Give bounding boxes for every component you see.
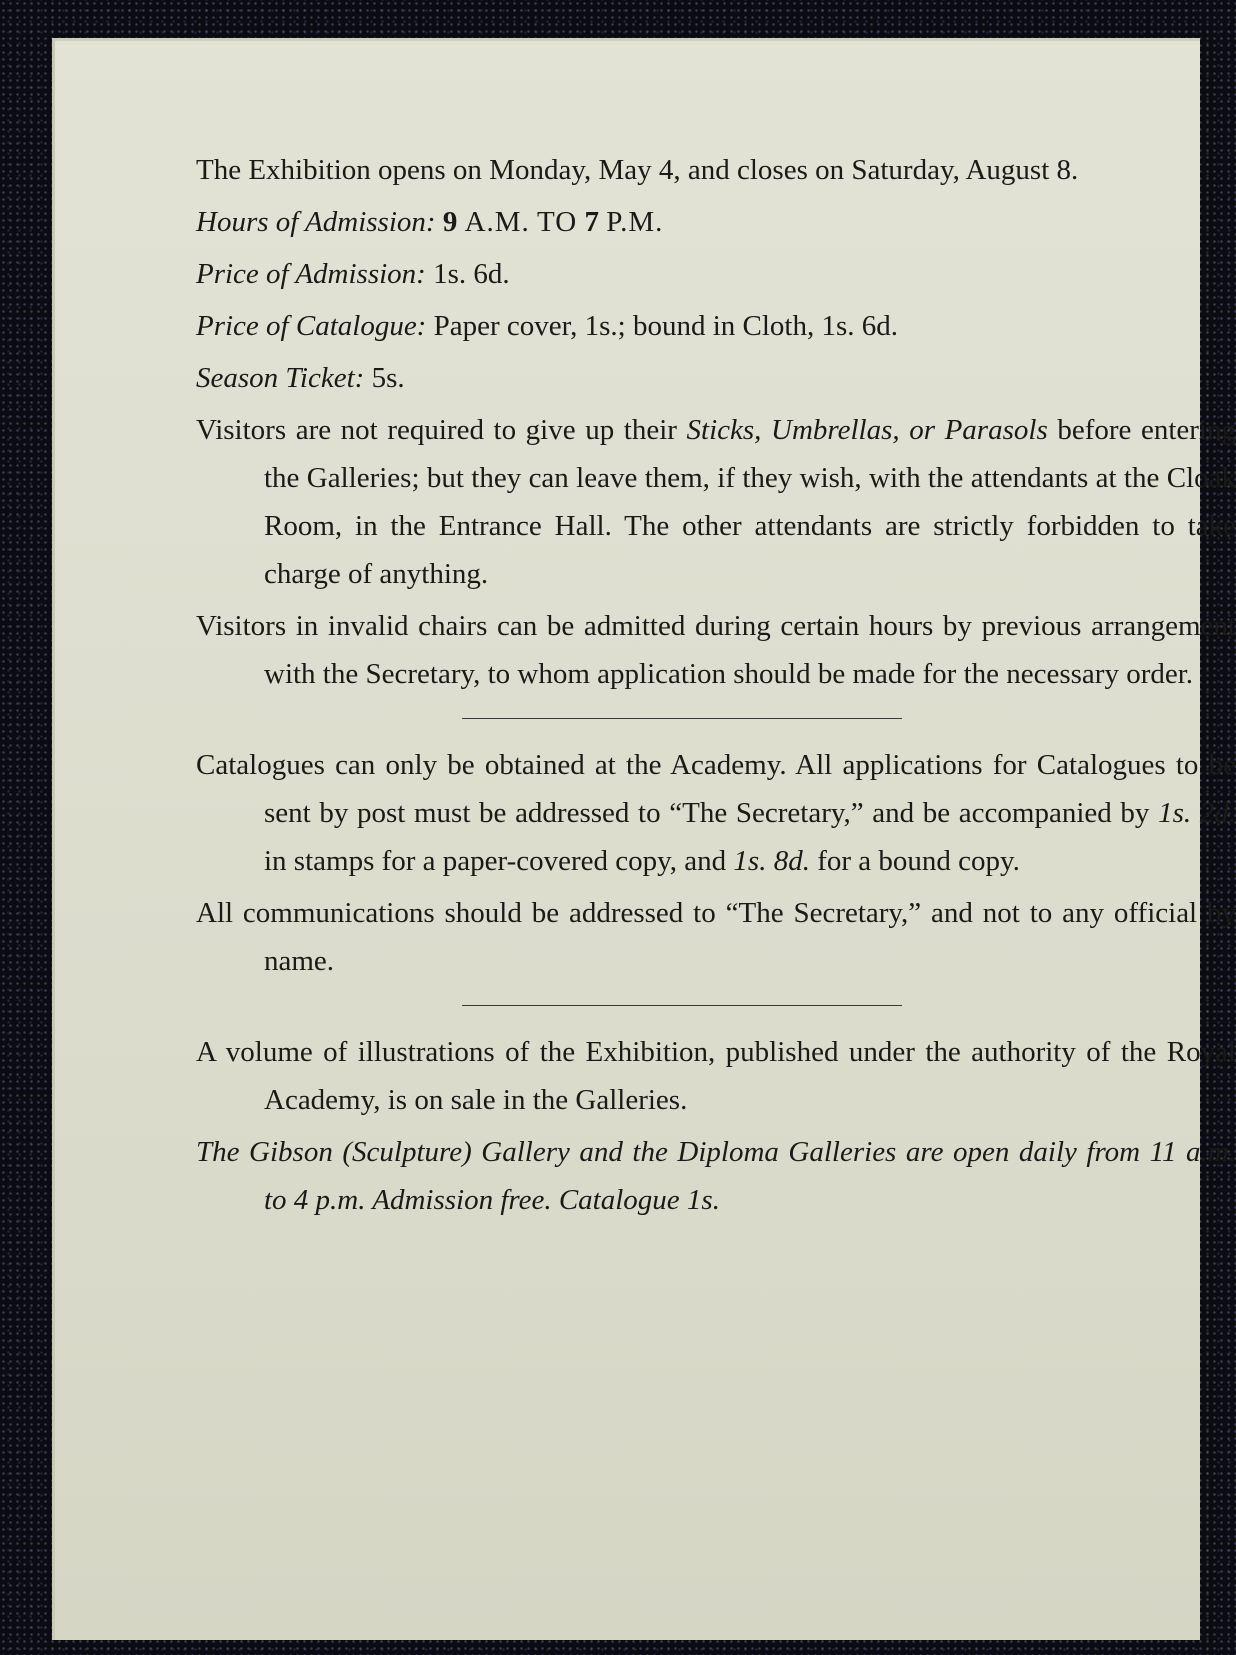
section-divider: [462, 1005, 902, 1006]
illustrations-volume-notice: A volume of illustrations of the Exhibition, published under the authority of the Royal Academy, is on sale in the Galleries.: [196, 1036, 1236, 1116]
catalogues-postal-price-bound: 1s. 8d.: [733, 845, 810, 877]
document-page: [52, 38, 1236, 1640]
season-ticket-label: Season Ticket:: [196, 362, 365, 394]
price-catalogue-label: Price of Catalogue:: [196, 310, 427, 342]
sticks-notice-text1: Visitors are not required to give up their: [196, 414, 677, 446]
catalogues-text3: for a bound copy.: [817, 845, 1020, 877]
price-of-catalogue: [196, 302, 1236, 350]
catalogues-text2: in stamps for a paper-covered copy, and: [264, 845, 727, 877]
price-of-admission: [196, 250, 1236, 298]
sticks-notice-text2: before entering the Galleries; but they can leave them, if they wish, with the attendants at the Cloak Room, in the Entrance Hall. The other attendants are strictly forbidden to take charge of anything.: [264, 414, 1236, 590]
sticks-umbrellas-notice: [196, 406, 1236, 598]
season-ticket: [196, 354, 1236, 402]
exhibition-dates: [196, 146, 1236, 194]
sticks-umbrellas-parasols: Sticks, Umbrellas, or Parasols: [686, 414, 1048, 446]
exhibition-dates-line1: The Exhibition opens on Monday, May 4, and closes on: [196, 154, 845, 186]
section-divider: [462, 718, 902, 719]
invalid-chairs-notice: Visitors in invalid chairs can be admitted during certain hours by previous arrangement with the Secretary, to whom application should be made for the necessary order.: [196, 610, 1236, 690]
hours-of-admission: [196, 198, 1236, 246]
hours-start-unit: A.M.: [464, 206, 530, 238]
hours-end-unit: P.M.: [606, 206, 664, 238]
hours-start: 9: [442, 206, 458, 238]
hours-label: Hours of Admission:: [196, 206, 436, 238]
catalogues-postal-price-paper: 1s. 2d.: [1158, 797, 1236, 829]
hours-to: TO: [537, 206, 578, 238]
exhibition-dates-line2: Saturday, August 8.: [851, 154, 1079, 186]
communications-notice: All communications should be addressed to “The Secretary,” and not to any official by name.: [196, 897, 1236, 977]
catalogues-notice: [196, 741, 1236, 885]
gibson-gallery-notice: The Gibson (Sculpture) Gallery and the Diploma Galleries are open daily from 11 a.m. to 4 p.m. Admission free. Catalogue 1s.: [196, 1136, 1236, 1216]
catalogues-text1: Catalogues can only be obtained at the Academy. All applications for Catalogues to be sent by post must be addressed to “The Secretary,” and be accompanied by: [196, 749, 1236, 829]
notice-content: [196, 146, 1236, 1224]
price-admission-value: 1s. 6d.: [433, 258, 510, 290]
price-admission-label: Price of Admission:: [196, 258, 426, 290]
season-ticket-value: 5s.: [371, 362, 405, 394]
hours-end: 7: [584, 206, 599, 238]
price-catalogue-value: Paper cover, 1s.; bound in Cloth, 1s. 6d.: [433, 310, 899, 342]
